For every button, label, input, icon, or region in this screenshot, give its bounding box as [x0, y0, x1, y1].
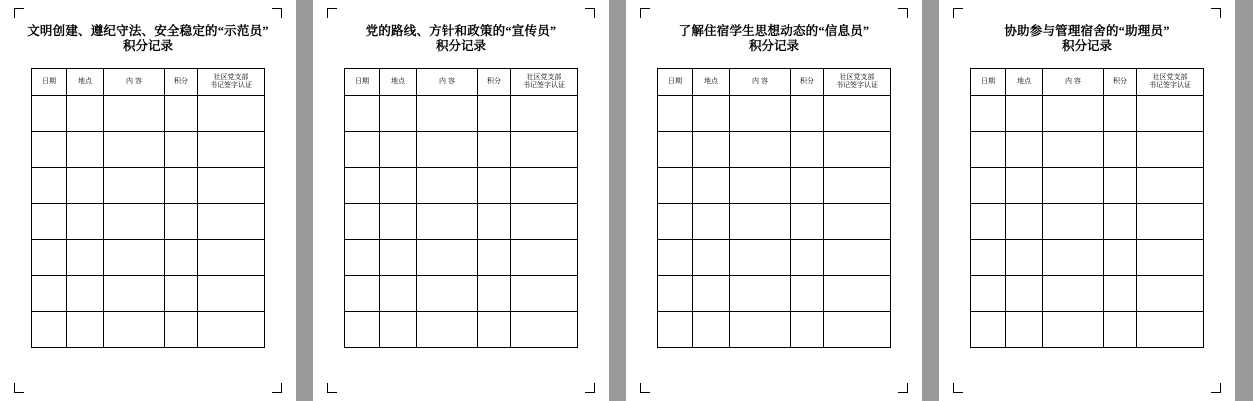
table-cell-empty[interactable]	[417, 312, 478, 348]
signature-header-line1: 社区党支部	[839, 74, 875, 81]
table-cell-empty[interactable]	[824, 240, 891, 276]
table-cell-empty[interactable]	[32, 240, 67, 276]
table-row	[32, 312, 265, 348]
table-cell-empty[interactable]	[511, 168, 578, 204]
table-cell-empty[interactable]	[511, 204, 578, 240]
table-row	[658, 96, 891, 132]
table-row	[971, 276, 1204, 312]
signature-header-line1: 社区党支部	[526, 74, 562, 81]
table-cell-empty[interactable]	[511, 276, 578, 312]
column-header-signature	[198, 69, 265, 96]
table-cell-empty[interactable]	[104, 204, 165, 240]
table-row	[658, 168, 891, 204]
table-row	[971, 132, 1204, 168]
table-cell-empty[interactable]	[198, 96, 265, 132]
column-header-score: 积分	[165, 69, 198, 96]
crop-mark-icon	[898, 383, 908, 393]
table-cell-empty[interactable]	[824, 96, 891, 132]
table-cell-empty[interactable]	[1043, 240, 1104, 276]
page-subtitle: 积分记录	[748, 39, 799, 53]
table-row	[658, 312, 891, 348]
table-row	[971, 204, 1204, 240]
table-cell-empty[interactable]	[165, 240, 198, 276]
page-content	[640, 20, 908, 381]
table-cell-empty[interactable]	[511, 96, 578, 132]
table-cell-empty[interactable]	[1006, 204, 1043, 240]
table-row	[32, 132, 265, 168]
table-cell-empty[interactable]	[345, 204, 380, 240]
column-header-date: 日期	[971, 69, 1006, 96]
table-row	[345, 96, 578, 132]
column-header-content: 内 容	[730, 69, 791, 96]
table-cell-empty[interactable]	[380, 204, 417, 240]
page-content	[953, 20, 1221, 381]
page-title: 了解住宿学生思想动态的“信息员”	[678, 24, 870, 38]
crop-mark-icon	[640, 8, 650, 18]
table-cell-empty[interactable]	[658, 204, 693, 240]
table-cell-empty[interactable]	[1043, 312, 1104, 348]
table-cell-empty[interactable]	[478, 312, 511, 348]
crop-mark-icon	[640, 383, 650, 393]
table-cell-empty[interactable]	[511, 132, 578, 168]
table-cell-empty[interactable]	[345, 240, 380, 276]
table-cell-empty[interactable]	[1006, 312, 1043, 348]
table-cell-empty[interactable]	[104, 276, 165, 312]
crop-mark-icon	[272, 8, 282, 18]
table-row	[658, 276, 891, 312]
table-cell-empty[interactable]	[417, 240, 478, 276]
table-cell-empty[interactable]	[67, 204, 104, 240]
table-cell-empty[interactable]	[165, 312, 198, 348]
column-header-signature	[1137, 69, 1204, 96]
table-cell-empty[interactable]	[380, 276, 417, 312]
document-page	[0, 0, 296, 401]
column-header-signature	[824, 69, 891, 96]
table-cell-empty[interactable]	[198, 312, 265, 348]
table-cell-empty[interactable]	[658, 312, 693, 348]
table-cell-empty[interactable]	[165, 204, 198, 240]
score-record-table	[31, 68, 265, 348]
table-row	[32, 204, 265, 240]
table-cell-empty[interactable]	[693, 312, 730, 348]
table-row	[32, 96, 265, 132]
table-cell-empty[interactable]	[1006, 132, 1043, 168]
table-cell-empty[interactable]	[380, 312, 417, 348]
table-cell-empty[interactable]	[345, 132, 380, 168]
document-page	[626, 0, 922, 401]
crop-mark-icon	[585, 383, 595, 393]
signature-header-line1: 社区党支部	[213, 74, 249, 81]
table-cell-empty[interactable]	[32, 132, 67, 168]
table-cell-empty[interactable]	[693, 204, 730, 240]
table-cell-empty[interactable]	[345, 312, 380, 348]
table-row	[345, 132, 578, 168]
table-cell-empty[interactable]	[417, 168, 478, 204]
table-cell-empty[interactable]	[1043, 132, 1104, 168]
table-body	[32, 96, 265, 348]
table-row	[32, 240, 265, 276]
table-cell-empty[interactable]	[32, 96, 67, 132]
table-header-row	[658, 69, 891, 96]
table-cell-empty[interactable]	[730, 204, 791, 240]
column-header-score: 积分	[1104, 69, 1137, 96]
table-row	[345, 204, 578, 240]
table-cell-empty[interactable]	[824, 132, 891, 168]
table-cell-empty[interactable]	[478, 96, 511, 132]
table-cell-empty[interactable]	[658, 276, 693, 312]
table-row	[345, 240, 578, 276]
table-cell-empty[interactable]	[380, 240, 417, 276]
table-cell-empty[interactable]	[1043, 168, 1104, 204]
table-cell-empty[interactable]	[478, 204, 511, 240]
table-cell-empty[interactable]	[658, 96, 693, 132]
table-cell-empty[interactable]	[32, 204, 67, 240]
table-cell-empty[interactable]	[165, 276, 198, 312]
table-row	[345, 276, 578, 312]
table-cell-empty[interactable]	[791, 240, 824, 276]
table-row	[345, 312, 578, 348]
table-row	[345, 168, 578, 204]
table-cell-empty[interactable]	[67, 312, 104, 348]
table-row	[971, 168, 1204, 204]
table-cell-empty[interactable]	[1043, 276, 1104, 312]
table-cell-empty[interactable]	[730, 276, 791, 312]
column-header-place: 地点	[380, 69, 417, 96]
table-cell-empty[interactable]	[345, 276, 380, 312]
document-page	[313, 0, 609, 401]
table-cell-empty[interactable]	[198, 276, 265, 312]
column-header-content: 内 容	[417, 69, 478, 96]
table-cell-empty[interactable]	[67, 168, 104, 204]
table-cell-empty[interactable]	[417, 96, 478, 132]
crop-mark-icon	[1211, 8, 1221, 18]
crop-mark-icon	[585, 8, 595, 18]
table-cell-empty[interactable]	[824, 204, 891, 240]
table-row	[658, 132, 891, 168]
table-row	[971, 312, 1204, 348]
table-cell-empty[interactable]	[1137, 312, 1204, 348]
column-header-place: 地点	[693, 69, 730, 96]
table-cell-empty[interactable]	[104, 168, 165, 204]
table-cell-empty[interactable]	[971, 132, 1006, 168]
table-header-row	[971, 69, 1204, 96]
table-row	[658, 240, 891, 276]
table-cell-empty[interactable]	[824, 276, 891, 312]
table-cell-empty[interactable]	[824, 168, 891, 204]
table-cell-empty[interactable]	[658, 168, 693, 204]
table-cell-empty[interactable]	[67, 240, 104, 276]
column-header-content: 内 容	[1043, 69, 1104, 96]
table-cell-empty[interactable]	[791, 276, 824, 312]
table-cell-empty[interactable]	[1104, 312, 1137, 348]
table-cell-empty[interactable]	[1137, 132, 1204, 168]
table-cell-empty[interactable]	[67, 96, 104, 132]
crop-mark-icon	[14, 383, 24, 393]
table-cell-empty[interactable]	[693, 240, 730, 276]
page-title: 协助参与管理宿舍的“助理员”	[1004, 24, 1170, 38]
table-cell-empty[interactable]	[104, 96, 165, 132]
table-cell-empty[interactable]	[730, 132, 791, 168]
table-cell-empty[interactable]	[693, 96, 730, 132]
table-cell-empty[interactable]	[104, 312, 165, 348]
column-header-place: 地点	[1006, 69, 1043, 96]
score-record-table	[970, 68, 1204, 348]
table-row	[971, 240, 1204, 276]
table-cell-empty[interactable]	[511, 240, 578, 276]
table-cell-empty[interactable]	[1006, 276, 1043, 312]
table-cell-empty[interactable]	[1104, 96, 1137, 132]
table-cell-empty[interactable]	[658, 240, 693, 276]
table-cell-empty[interactable]	[730, 312, 791, 348]
signature-header-line2: 书记签字认证	[836, 82, 878, 89]
table-cell-empty[interactable]	[417, 276, 478, 312]
column-header-date: 日期	[658, 69, 693, 96]
column-header-score: 积分	[791, 69, 824, 96]
table-cell-empty[interactable]	[1104, 240, 1137, 276]
page-title: 党的路线、方针和政策的“宣传员”	[365, 24, 557, 38]
table-row	[32, 168, 265, 204]
table-body	[658, 96, 891, 348]
score-record-table	[344, 68, 578, 348]
table-header-row	[32, 69, 265, 96]
table-cell-empty[interactable]	[32, 312, 67, 348]
table-cell-empty[interactable]	[478, 240, 511, 276]
table-cell-empty[interactable]	[478, 276, 511, 312]
table-cell-empty[interactable]	[1006, 240, 1043, 276]
document-page	[939, 0, 1235, 401]
table-cell-empty[interactable]	[104, 132, 165, 168]
column-header-signature	[511, 69, 578, 96]
table-cell-empty[interactable]	[693, 276, 730, 312]
crop-mark-icon	[327, 8, 337, 18]
table-cell-empty[interactable]	[1137, 168, 1204, 204]
crop-mark-icon	[272, 383, 282, 393]
table-cell-empty[interactable]	[693, 168, 730, 204]
table-cell-empty[interactable]	[32, 168, 67, 204]
table-cell-empty[interactable]	[345, 168, 380, 204]
table-cell-empty[interactable]	[730, 168, 791, 204]
table-cell-empty[interactable]	[1043, 96, 1104, 132]
table-cell-empty[interactable]	[791, 312, 824, 348]
table-cell-empty[interactable]	[971, 168, 1006, 204]
table-cell-empty[interactable]	[791, 204, 824, 240]
crop-mark-icon	[14, 8, 24, 18]
page-subtitle: 积分记录	[1061, 39, 1112, 53]
table-cell-empty[interactable]	[165, 132, 198, 168]
crop-mark-icon	[898, 8, 908, 18]
table-cell-empty[interactable]	[791, 132, 824, 168]
table-cell-empty[interactable]	[971, 96, 1006, 132]
table-cell-empty[interactable]	[1043, 204, 1104, 240]
table-cell-empty[interactable]	[1137, 240, 1204, 276]
table-cell-empty[interactable]	[730, 96, 791, 132]
table-cell-empty[interactable]	[380, 168, 417, 204]
table-cell-empty[interactable]	[971, 276, 1006, 312]
table-cell-empty[interactable]	[971, 240, 1006, 276]
signature-header-line1: 社区党支部	[1152, 74, 1188, 81]
page-subtitle: 积分记录	[435, 39, 486, 53]
table-cell-empty[interactable]	[198, 132, 265, 168]
table-cell-empty[interactable]	[791, 96, 824, 132]
table-cell-empty[interactable]	[971, 204, 1006, 240]
table-cell-empty[interactable]	[165, 168, 198, 204]
table-cell-empty[interactable]	[67, 276, 104, 312]
table-row	[971, 96, 1204, 132]
crop-mark-icon	[953, 8, 963, 18]
table-cell-empty[interactable]	[198, 168, 265, 204]
table-cell-empty[interactable]	[1104, 276, 1137, 312]
column-header-place: 地点	[67, 69, 104, 96]
crop-mark-icon	[327, 383, 337, 393]
signature-header-line2: 书记签字认证	[1149, 82, 1191, 89]
table-cell-empty[interactable]	[693, 132, 730, 168]
table-cell-empty[interactable]	[198, 240, 265, 276]
column-header-date: 日期	[32, 69, 67, 96]
table-row	[658, 204, 891, 240]
table-cell-empty[interactable]	[165, 96, 198, 132]
table-cell-empty[interactable]	[1104, 204, 1137, 240]
column-header-score: 积分	[478, 69, 511, 96]
page-subtitle: 积分记录	[122, 39, 173, 53]
table-cell-empty[interactable]	[730, 240, 791, 276]
table-cell-empty[interactable]	[971, 312, 1006, 348]
table-cell-empty[interactable]	[32, 276, 67, 312]
table-cell-empty[interactable]	[1104, 132, 1137, 168]
table-cell-empty[interactable]	[1137, 96, 1204, 132]
page-content	[327, 20, 595, 381]
page-title: 文明创建、遵纪守法、安全稳定的“示范员”	[27, 24, 269, 38]
table-cell-empty[interactable]	[1137, 204, 1204, 240]
table-cell-empty[interactable]	[104, 240, 165, 276]
signature-header-line2: 书记签字认证	[523, 82, 565, 89]
crop-mark-icon	[953, 383, 963, 393]
table-cell-empty[interactable]	[1104, 168, 1137, 204]
signature-header-line2: 书记签字认证	[210, 82, 252, 89]
crop-mark-icon	[1211, 383, 1221, 393]
table-cell-empty[interactable]	[380, 96, 417, 132]
table-cell-empty[interactable]	[478, 132, 511, 168]
table-cell-empty[interactable]	[67, 132, 104, 168]
table-row	[32, 276, 265, 312]
score-record-table	[657, 68, 891, 348]
table-cell-empty[interactable]	[417, 132, 478, 168]
table-cell-empty[interactable]	[1006, 96, 1043, 132]
table-cell-empty[interactable]	[791, 168, 824, 204]
column-header-date: 日期	[345, 69, 380, 96]
page-content	[14, 20, 282, 381]
table-cell-empty[interactable]	[658, 132, 693, 168]
table-cell-empty[interactable]	[198, 204, 265, 240]
table-header-row	[345, 69, 578, 96]
table-cell-empty[interactable]	[478, 168, 511, 204]
table-cell-empty[interactable]	[824, 312, 891, 348]
table-cell-empty[interactable]	[511, 312, 578, 348]
column-header-content: 内 容	[104, 69, 165, 96]
table-cell-empty[interactable]	[380, 132, 417, 168]
table-body	[345, 96, 578, 348]
table-cell-empty[interactable]	[417, 204, 478, 240]
table-cell-empty[interactable]	[1006, 168, 1043, 204]
table-body	[971, 96, 1204, 348]
table-cell-empty[interactable]	[345, 96, 380, 132]
table-cell-empty[interactable]	[1137, 276, 1204, 312]
